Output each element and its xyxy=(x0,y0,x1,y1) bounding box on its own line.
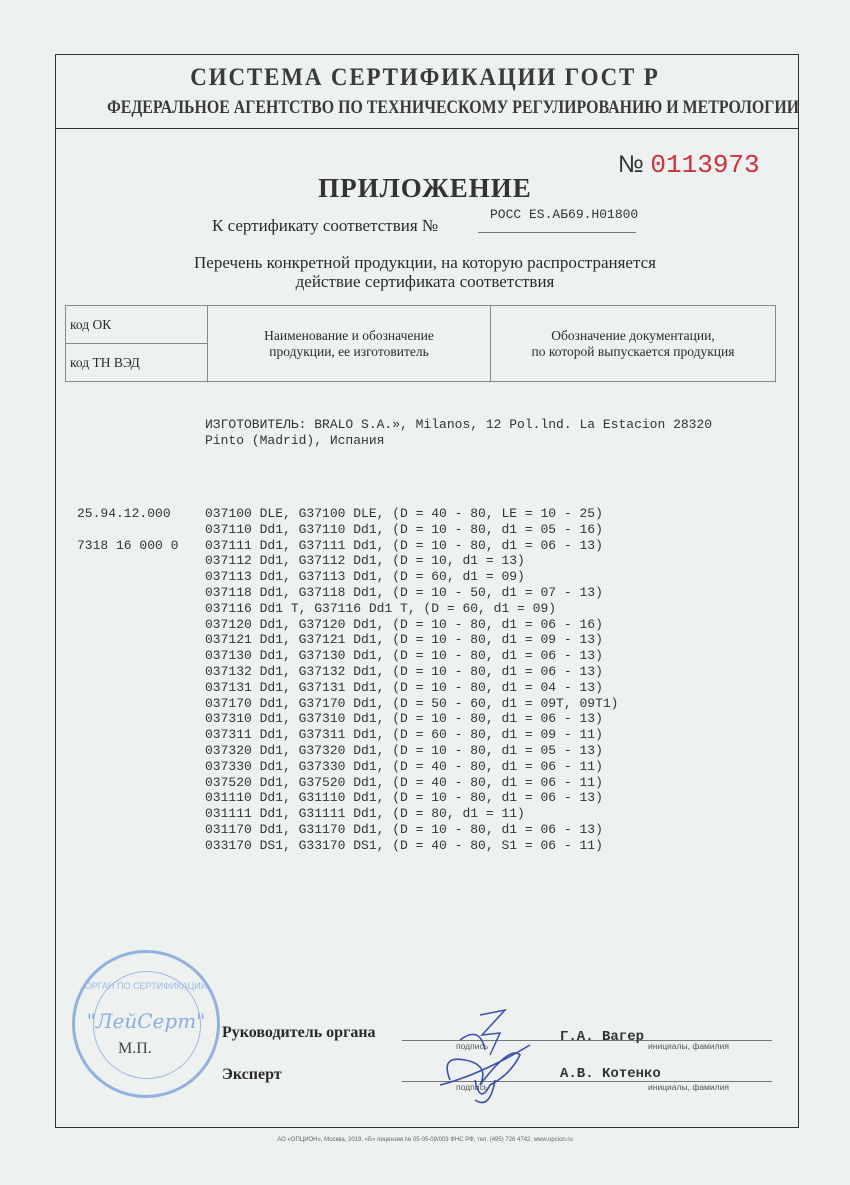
printer-footer: АО «ОПЦИОН», Москва, 2019, «Б» лицензия № 05-05-09/003 ФНС РФ, тел. (495) 726 4742, www.opcion.ru xyxy=(277,1137,573,1143)
product-item: 037132 Dd1, G37132 Dd1, (D = 10 - 80, d1 = 06 - 13) xyxy=(205,663,603,679)
product-item: 037310 Dd1, G37310 Dd1, (D = 10 - 80, d1 = 06 - 13) xyxy=(205,711,603,727)
header-code-tnved: код ТН ВЭД xyxy=(66,344,208,382)
manufacturer-line-2: Pinto (Madrid), Испания xyxy=(205,433,385,448)
certificate-number-line xyxy=(478,232,636,233)
product-item: 037170 Dd1, G37170 Dd1, (D = 50 - 60, d1 = 09T, 09T1) xyxy=(205,695,619,711)
expert-name-caption: инициалы, фамилия xyxy=(648,1082,729,1092)
product-item: 037118 Dd1, G37118 Dd1, (D = 10 - 50, d1 = 07 - 13) xyxy=(205,584,603,600)
product-item: 037131 Dd1, G37131 Dd1, (D = 10 - 80, d1 = 04 - 13) xyxy=(205,679,603,695)
header-product xyxy=(208,306,491,382)
agency-title: ФЕДЕРАЛЬНОЕ АГЕНТСТВО ПО ТЕХНИЧЕСКОМУ РЕГУЛИРОВАНИЮ И МЕТРОЛОГИИ xyxy=(107,98,800,118)
header-product-line-2: продукции, ее изготовитель xyxy=(269,343,429,359)
product-item: 037311 Dd1, G37311 Dd1, (D = 60 - 80, d1 = 09 - 11) xyxy=(205,727,603,743)
manufacturer-line-1: ИЗГОТОВИТЕЛЬ: BRALO S.A.», Milanos, 12 Pol.lnd. La Estacion 28320 xyxy=(205,417,713,432)
header-product-line-1: Наименование и обозначение xyxy=(264,327,434,343)
list-title-line-2: действие сертификата соответствия xyxy=(295,272,555,291)
code-ok-value: 25.94.12.000 xyxy=(77,506,171,521)
product-item: 037111 Dd1, G37111 Dd1, (D = 10 - 80, d1 = 06 - 13) xyxy=(205,537,603,553)
head-label: Руководитель органа xyxy=(222,1024,376,1041)
certificate-label: К сертификату соответствия № xyxy=(212,216,439,235)
code-tnved-value: 7318 16 000 0 xyxy=(77,538,179,553)
product-item: 037320 Dd1, G37320 Dd1, (D = 10 - 80, d1 = 05 - 13) xyxy=(205,742,603,758)
product-item: 037121 Dd1, G37121 Dd1, (D = 10 - 80, d1 = 09 - 13) xyxy=(205,632,603,648)
head-name-caption: инициалы, фамилия xyxy=(648,1041,729,1051)
list-title-line-1: Перечень конкретной продукции, на которую распространяется xyxy=(194,253,656,272)
head-signature-caption: подпись xyxy=(456,1041,489,1051)
handwritten-signatures xyxy=(420,1005,550,1115)
product-list xyxy=(205,506,618,854)
product-item: 037100 DLE, G37100 DLE, (D = 40 - 80, LE = 10 - 25) xyxy=(205,506,603,521)
certificate-number: РОСС ES.АБ69.Н01800 xyxy=(490,207,639,222)
table-header xyxy=(65,305,776,382)
stamp-org: ОРГАН ПО СЕРТИФИКАЦИИ xyxy=(84,981,208,991)
number-sign: № xyxy=(618,151,644,178)
expert-signature-caption: подпись xyxy=(456,1082,489,1092)
product-item: 037113 Dd1, G37113 Dd1, (D = 60, d1 = 09) xyxy=(205,569,525,585)
product-item: 031110 Dd1, G31110 Dd1, (D = 10 - 80, d1 = 06 - 13) xyxy=(205,790,603,806)
expert-name: А.В. Котенко xyxy=(560,1066,661,1082)
appendix-title: ПРИЛОЖЕНИЕ xyxy=(318,173,532,203)
product-item: 037130 Dd1, G37130 Dd1, (D = 10 - 80, d1 = 06 - 13) xyxy=(205,648,603,664)
product-item: 037120 Dd1, G37120 Dd1, (D = 10 - 80, d1 = 06 - 16) xyxy=(205,616,603,632)
header-code-ok: код ОК xyxy=(66,306,208,344)
form-number-value: 0113973 xyxy=(650,150,760,180)
header-documentation xyxy=(491,306,776,382)
product-item: 037520 Dd1, G37520 Dd1, (D = 40 - 80, d1 = 06 - 11) xyxy=(205,774,603,790)
product-item: 037330 Dd1, G37330 Dd1, (D = 40 - 80, d1 = 06 - 11) xyxy=(205,758,603,774)
stamp-name: "ЛейСерт" xyxy=(86,1009,206,1033)
organization-stamp xyxy=(72,950,220,1098)
product-item: 037110 Dd1, G37110 Dd1, (D = 10 - 80, d1 = 05 - 16) xyxy=(205,521,603,537)
seal-place-label: М.П. xyxy=(118,1040,152,1057)
header-divider xyxy=(55,128,799,129)
expert-label: Эксперт xyxy=(222,1066,282,1083)
product-item: 037116 Dd1 T, G37116 Dd1 T, (D = 60, d1 = 09) xyxy=(205,600,557,616)
product-item: 033170 DS1, G33170 DS1, (D = 40 - 80, S1 = 06 - 11) xyxy=(205,837,603,853)
product-item: 037112 Dd1, G37112 Dd1, (D = 10, d1 = 13) xyxy=(205,553,525,569)
product-item: 031170 Dd1, G31170 Dd1, (D = 10 - 80, d1 = 06 - 13) xyxy=(205,821,603,837)
product-item: 031111 Dd1, G31111 Dd1, (D = 80, d1 = 11) xyxy=(205,806,525,822)
header-doc-line-2: по которой выпускается продукция xyxy=(531,343,735,359)
system-title: СИСТЕМА СЕРТИФИКАЦИИ ГОСТ Р xyxy=(190,64,660,91)
head-name: Г.А. Вагер xyxy=(560,1029,645,1045)
header-doc-line-1: Обозначение документации, xyxy=(551,327,715,343)
